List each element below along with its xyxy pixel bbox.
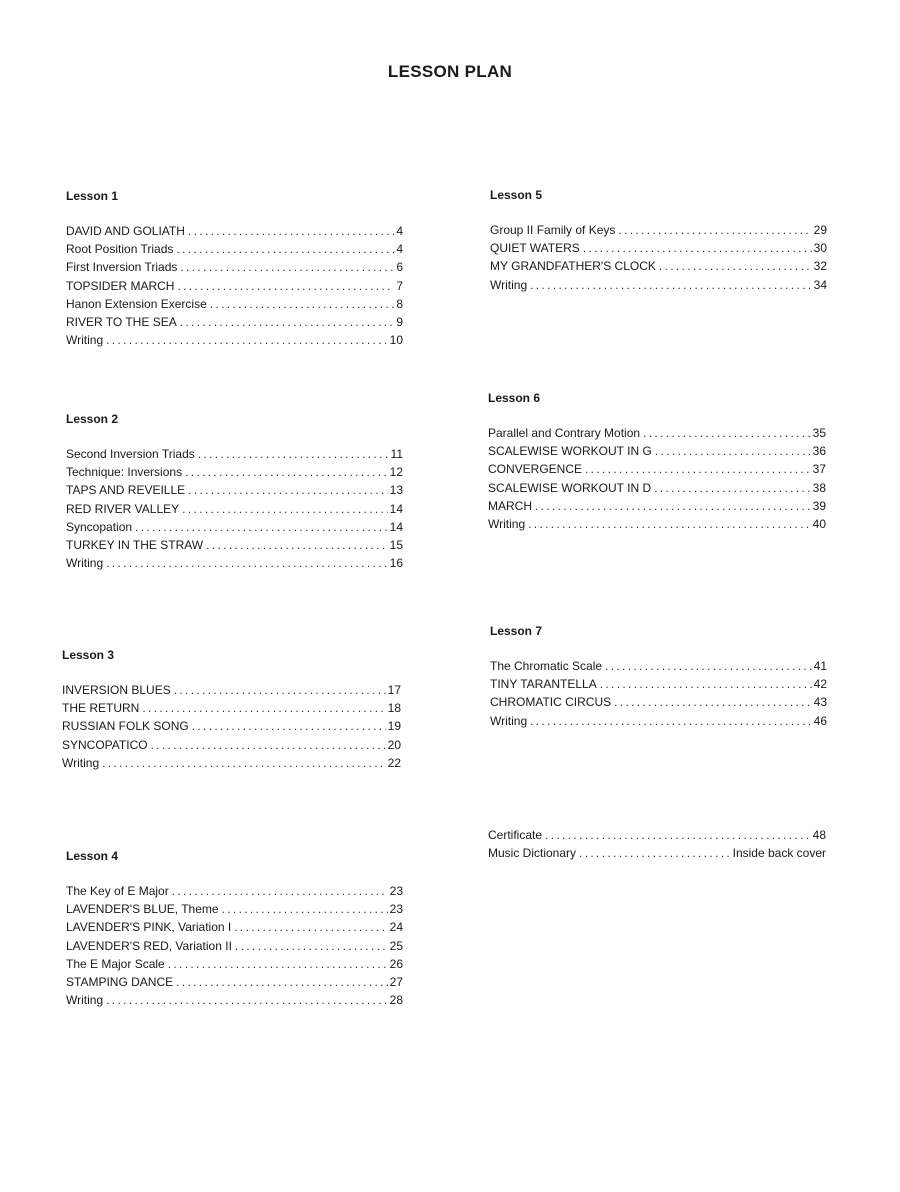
entry-title: INVERSION BLUES: [62, 683, 171, 697]
lesson-3-section: [62, 647, 401, 772]
entry-title: Group II Family of Keys: [490, 223, 616, 237]
entry-page: 4: [396, 242, 403, 257]
entry-list: [488, 826, 826, 862]
entry-title: LAVENDER'S BLUE, Theme: [66, 902, 219, 917]
dot-leader: [600, 675, 812, 693]
toc-entry: [62, 699, 401, 717]
dot-leader: [530, 276, 812, 294]
entry-title: Parallel and Contrary Motion: [488, 426, 641, 440]
entry-page: 6: [396, 260, 403, 275]
lesson-heading: Lesson 3: [62, 648, 115, 662]
toc-entry: [66, 518, 403, 536]
toc-entry: [66, 277, 403, 295]
dot-leader: [177, 277, 394, 295]
entry-page: 24: [389, 920, 403, 935]
dot-leader: [583, 239, 812, 257]
dot-leader: [618, 221, 811, 239]
dot-leader: [614, 693, 812, 711]
toc-entry: [66, 500, 403, 518]
dot-leader: [234, 918, 387, 936]
dot-leader: [135, 518, 388, 536]
entry-page: 23: [389, 884, 403, 898]
toc-entry: [488, 826, 826, 844]
entry-title: Writing: [66, 993, 104, 1008]
toc-entry: [488, 479, 826, 497]
entry-title: The E Major Scale: [66, 956, 165, 971]
entry-page: 34: [813, 277, 827, 292]
dot-leader: [102, 754, 386, 772]
entry-page: 4: [396, 224, 403, 238]
entry-title: MY GRANDFATHER'S CLOCK: [490, 259, 656, 274]
dot-leader: [655, 442, 811, 460]
entry-page: 9: [396, 314, 403, 329]
lesson-6-section: [488, 390, 826, 533]
dot-leader: [579, 844, 731, 862]
entry-list: [490, 221, 827, 294]
entry-page: 36: [812, 444, 826, 459]
toc-entry: [490, 657, 827, 675]
entry-list: [66, 882, 403, 1009]
entry-page: 30: [813, 241, 827, 256]
entry-title: RED RIVER VALLEY: [66, 501, 180, 516]
entry-title: LAVENDER'S PINK, Variation I: [66, 920, 232, 935]
toc-entry: [488, 424, 826, 442]
entry-page: 13: [389, 483, 403, 498]
toc-entry: [66, 918, 403, 936]
lesson-heading: Lesson 2: [66, 412, 119, 426]
entry-title: Music Dictionary: [488, 846, 577, 861]
entry-title: The Chromatic Scale: [490, 659, 603, 673]
entry-title: Hanon Extension Exercise: [66, 296, 207, 311]
dot-leader: [192, 717, 386, 735]
entry-title: TOPSIDER MARCH: [66, 278, 175, 293]
entry-title: Certificate: [488, 828, 543, 842]
entry-title: THE RETURN: [62, 701, 140, 716]
entry-title: CONVERGENCE: [488, 462, 583, 477]
entry-page: 35: [812, 426, 826, 440]
entry-page: 28: [389, 993, 403, 1008]
entry-page: 14: [389, 519, 403, 534]
entry-page: 22: [387, 755, 401, 770]
dot-leader: [106, 331, 388, 349]
dot-leader: [235, 937, 388, 955]
toc-entry: [66, 481, 403, 499]
toc-entry: [66, 554, 403, 572]
entry-page: 19: [387, 719, 401, 734]
entry-title: Root Position Triads: [66, 242, 174, 257]
lesson-heading: Lesson 6: [488, 391, 541, 405]
entry-title: TINY TARANTELLA: [490, 677, 597, 692]
toc-entry: [62, 736, 401, 754]
toc-entry: [490, 276, 827, 294]
entry-list: [66, 222, 403, 349]
entry-page: Inside back cover: [732, 846, 826, 861]
toc-entry: [66, 258, 403, 276]
entry-title: The Key of E Major: [66, 884, 169, 898]
entry-title: SCALEWISE WORKOUT IN G: [488, 444, 652, 459]
toc-entry: [66, 222, 403, 240]
toc-entry: [66, 536, 403, 554]
dot-leader: [176, 973, 388, 991]
toc-entry: [62, 717, 401, 735]
toc-entry: [490, 675, 827, 693]
toc-entry: [490, 712, 827, 730]
entry-title: RIVER TO THE SEA: [66, 314, 177, 329]
dot-leader: [659, 257, 812, 275]
entry-page: 18: [387, 701, 401, 716]
dot-leader: [168, 955, 388, 973]
entry-title: STAMPING DANCE: [66, 974, 174, 989]
entry-page: 37: [812, 462, 826, 477]
entry-title: Writing: [66, 333, 104, 348]
dot-leader: [106, 554, 388, 572]
lesson-5-section: [490, 187, 827, 294]
lesson-heading: Lesson 4: [66, 849, 119, 863]
entry-page: 14: [389, 501, 403, 516]
toc-entry: [490, 239, 827, 257]
entry-list: [66, 445, 403, 572]
entry-page: 38: [812, 480, 826, 495]
toc-entry: [488, 442, 826, 460]
entry-list: [488, 424, 826, 533]
entry-page: 10: [389, 333, 403, 348]
dot-leader: [151, 736, 386, 754]
toc-entry: [490, 221, 827, 239]
dot-leader: [535, 497, 811, 515]
entry-title: Syncopation: [66, 519, 133, 534]
toc-entry: [66, 240, 403, 258]
entry-title: Writing: [488, 516, 526, 531]
dot-leader: [172, 882, 388, 900]
toc-entry: [488, 844, 826, 862]
lesson-heading: Lesson 5: [490, 188, 543, 202]
entry-page: 17: [387, 683, 401, 697]
lesson-heading: Lesson 7: [490, 624, 543, 638]
toc-entry: [488, 515, 826, 533]
dot-leader: [174, 681, 386, 699]
entry-page: 7: [396, 278, 403, 293]
toc-entry: [66, 463, 403, 481]
entry-title: TURKEY IN THE STRAW: [66, 537, 204, 552]
entry-page: 42: [813, 677, 827, 692]
lesson-1-section: [66, 188, 403, 349]
entry-page: 27: [389, 974, 403, 989]
dot-leader: [142, 699, 385, 717]
entry-page: 43: [813, 695, 827, 710]
entry-page: 12: [389, 465, 403, 480]
toc-entry: [62, 754, 401, 772]
toc-entry: [66, 973, 403, 991]
dot-leader: [188, 481, 387, 499]
toc-entry: [66, 331, 403, 349]
lesson-7-section: [490, 623, 827, 730]
lesson-2-section: [66, 411, 403, 572]
entry-title: QUIET WATERS: [490, 241, 580, 256]
lesson-4-section: [66, 848, 403, 1009]
toc-entry: [66, 955, 403, 973]
toc-entry: [488, 497, 826, 515]
dot-leader: [206, 536, 388, 554]
entry-page: 23: [389, 902, 403, 917]
entry-page: 20: [387, 737, 401, 752]
entry-list: [62, 681, 401, 772]
toc-entry: [66, 295, 403, 313]
entry-title: Second Inversion Triads: [66, 447, 195, 461]
entry-page: 46: [813, 713, 827, 728]
toc-entry: [488, 460, 826, 478]
entry-title: LAVENDER'S RED, Variation II: [66, 938, 232, 953]
dot-leader: [643, 424, 811, 442]
toc-entry: [66, 991, 403, 1009]
entry-page: 32: [813, 259, 827, 274]
entry-page: 29: [813, 223, 827, 237]
entry-list: [490, 657, 827, 730]
dot-leader: [176, 240, 394, 258]
entry-title: Writing: [62, 755, 100, 770]
entry-page: 26: [389, 956, 403, 971]
toc-entry: [66, 900, 403, 918]
entry-page: 15: [389, 537, 403, 552]
dot-leader: [222, 900, 388, 918]
entry-page: 40: [812, 516, 826, 531]
dot-leader: [188, 222, 394, 240]
toc-entry: [490, 257, 827, 275]
entry-title: Writing: [490, 713, 528, 728]
entry-page: 41: [813, 659, 827, 673]
toc-entry: [66, 882, 403, 900]
entry-title: Writing: [490, 277, 528, 292]
entry-page: 48: [812, 828, 826, 842]
entry-title: Writing: [66, 556, 104, 571]
entry-title: RUSSIAN FOLK SONG: [62, 719, 189, 734]
toc-entry: [490, 693, 827, 711]
dot-leader: [180, 258, 394, 276]
entry-title: Technique: Inversions: [66, 465, 183, 480]
entry-title: DAVID AND GOLIATH: [66, 224, 185, 238]
dot-leader: [185, 463, 388, 481]
entry-title: TAPS AND REVEILLE: [66, 483, 186, 498]
dot-leader: [528, 515, 811, 533]
dot-leader: [210, 295, 395, 313]
dot-leader: [654, 479, 811, 497]
entry-page: 25: [389, 938, 403, 953]
dot-leader: [605, 657, 812, 675]
toc-entry: [66, 937, 403, 955]
entry-title: CHROMATIC CIRCUS: [490, 695, 612, 710]
dot-leader: [182, 500, 387, 518]
dot-leader: [106, 991, 388, 1009]
entry-title: First Inversion Triads: [66, 260, 178, 275]
dot-leader: [545, 826, 811, 844]
dot-leader: [180, 313, 395, 331]
dot-leader: [585, 460, 811, 478]
entry-title: MARCH: [488, 498, 532, 513]
toc-entry: [66, 313, 403, 331]
entry-title: SCALEWISE WORKOUT IN D: [488, 480, 652, 495]
toc-entry: [62, 681, 401, 699]
dot-leader: [198, 445, 389, 463]
page-title: LESSON PLAN: [387, 62, 513, 81]
extras-section: [488, 826, 826, 862]
dot-leader: [530, 712, 812, 730]
entry-page: 11: [390, 447, 403, 461]
toc-entry: [66, 445, 403, 463]
lesson-heading: Lesson 1: [66, 189, 119, 203]
entry-page: 16: [389, 556, 403, 571]
entry-title: SYNCOPATICO: [62, 737, 148, 752]
entry-page: 8: [396, 296, 403, 311]
entry-page: 39: [812, 498, 826, 513]
